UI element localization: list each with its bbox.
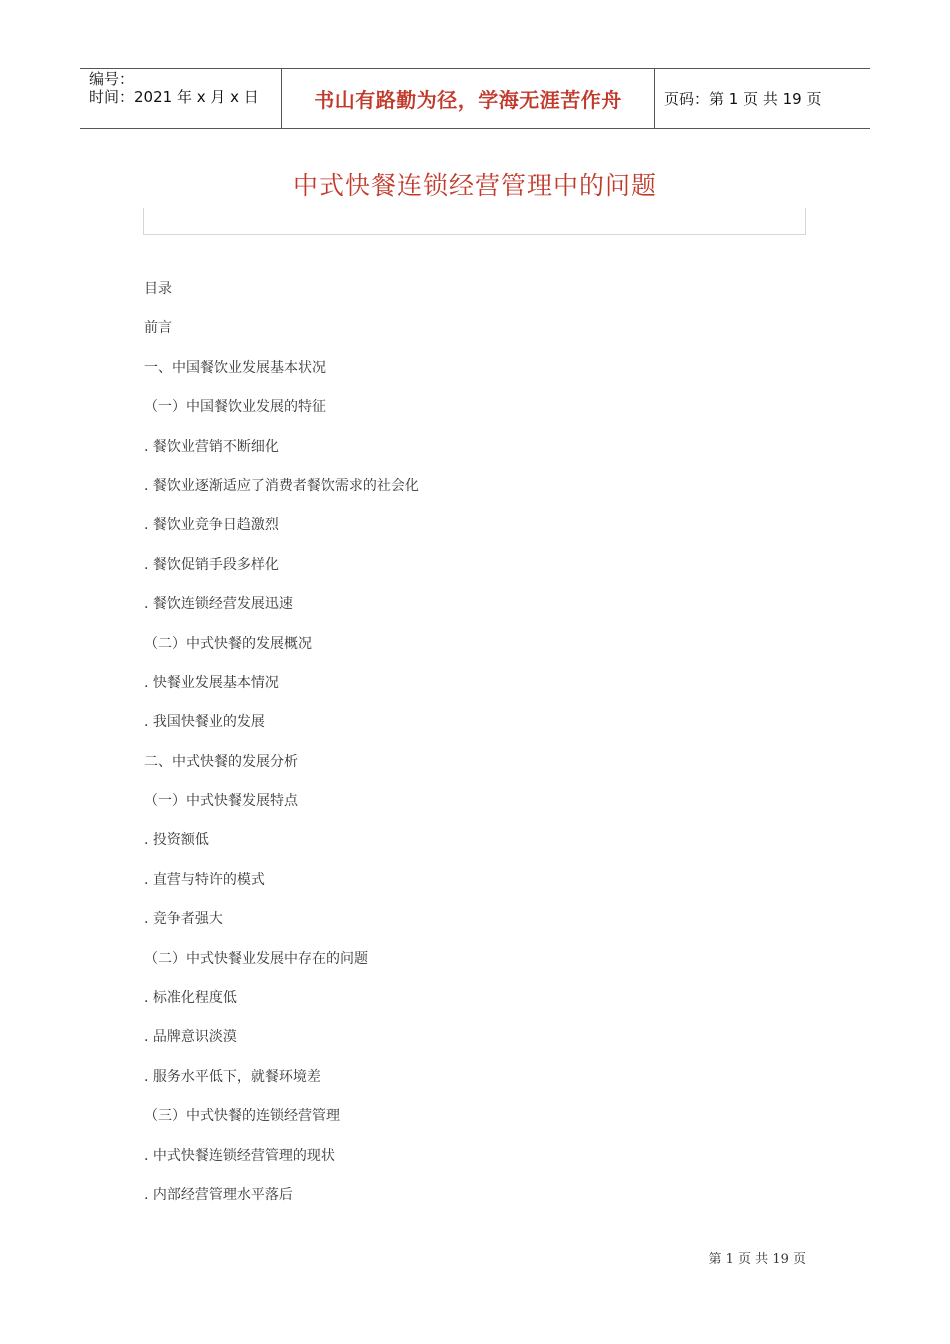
document-time-label: 时间：2021 年 x 月 x 日 (89, 88, 259, 106)
toc-item: . 直营与特许的模式 (144, 871, 265, 888)
toc-item: . 餐饮业逐渐适应了消费者餐饮需求的社会化 (144, 477, 419, 494)
table-of-contents (144, 278, 804, 1223)
header-motto-cell (281, 69, 655, 128)
toc-item: . 品牌意识淡漠 (144, 1029, 237, 1046)
title-frame (143, 208, 806, 235)
toc-item: . 餐饮连锁经营发展迅速 (144, 596, 293, 613)
toc-item: . 服务水平低下，就餐环境差 (144, 1068, 321, 1085)
toc-item: . 投资额低 (144, 832, 209, 849)
document-code-label: 编号： (89, 70, 135, 88)
page-footer: 第 1 页 共 19 页 (708, 1252, 806, 1267)
header-motto: 书山有路勤为径，学海无涯苦作舟 (314, 88, 622, 112)
toc-item: （二）中式快餐的发展概况 (144, 635, 312, 652)
toc-item: . 竞争者强大 (144, 911, 223, 928)
header-meta-cell (80, 69, 281, 128)
toc-item: . 餐饮业竞争日趋激烈 (144, 517, 279, 534)
toc-item: （三）中式快餐的连锁经营管理 (144, 1108, 340, 1125)
toc-item: . 餐饮业营销不断细化 (144, 438, 279, 455)
toc-item: . 快餐业发展基本情况 (144, 674, 279, 691)
toc-item: 一、中国餐饮业发展基本状况 (144, 359, 326, 376)
toc-item: 前言 (144, 320, 172, 337)
toc-item: . 餐饮促销手段多样化 (144, 556, 279, 573)
toc-item: . 中式快餐连锁经营管理的现状 (144, 1147, 335, 1164)
toc-item: （二）中式快餐业发展中存在的问题 (144, 950, 368, 967)
toc-item: 二、中式快餐的发展分析 (144, 753, 298, 770)
document-title: 中式快餐连锁经营管理中的问题 (292, 171, 657, 200)
header-page-info: 页码：第 1 页 共 19 页 (664, 90, 822, 108)
toc-item: （一）中国餐饮业发展的特征 (144, 399, 326, 416)
toc-item: 目录 (144, 281, 172, 297)
header-page-cell (655, 69, 870, 128)
toc-item: . 标准化程度低 (144, 990, 237, 1007)
document-header (80, 68, 870, 129)
toc-item: . 我国快餐业的发展 (144, 714, 265, 731)
toc-item: （一）中式快餐发展特点 (144, 793, 298, 810)
toc-item: . 内部经营管理水平落后 (144, 1186, 293, 1203)
